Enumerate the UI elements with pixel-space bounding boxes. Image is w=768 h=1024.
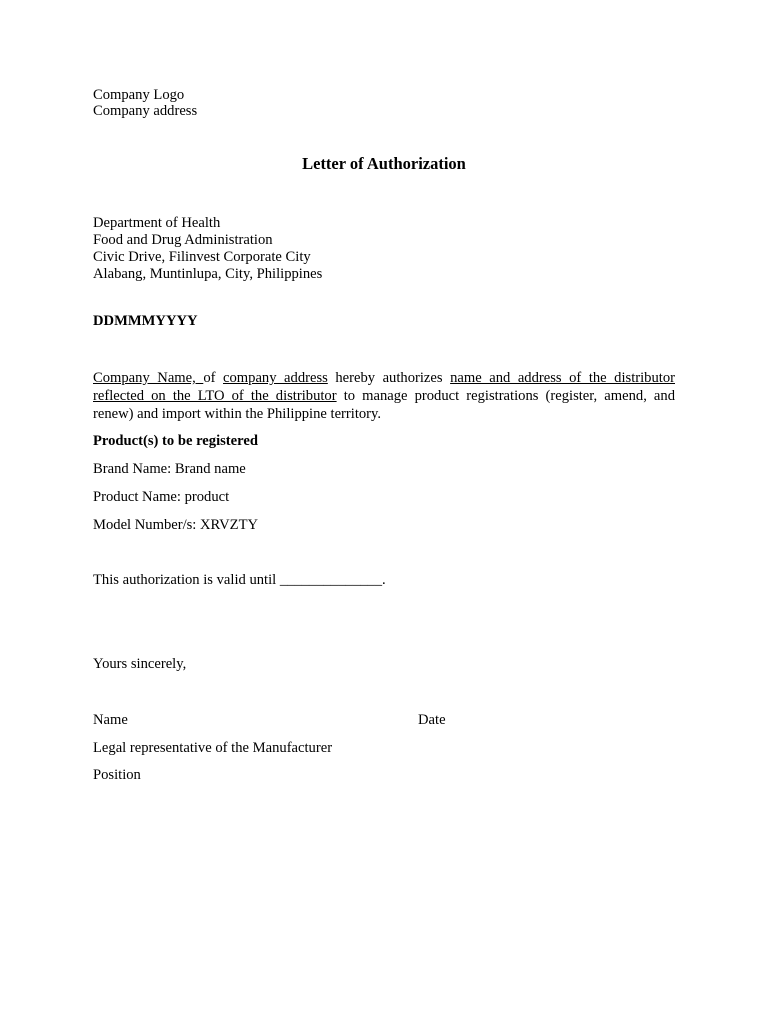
signature-representative: Legal representative of the Manufacturer <box>93 740 333 756</box>
brand-name-line: Brand Name: Brand name <box>93 461 246 477</box>
signature-position: Position <box>93 767 141 783</box>
company-name-field: Company Name, <box>93 370 204 386</box>
paragraph-text: hereby authorizes <box>327 370 451 386</box>
letter-title: Letter of Authorization <box>302 154 466 173</box>
signature-name: Name <box>93 712 128 728</box>
validity-statement: This authorization is valid until ______________. <box>93 572 386 588</box>
distributor-field-part1: name and address of the distributor <box>450 370 675 386</box>
authorization-paragraph <box>93 369 675 423</box>
closing-salutation: Yours sincerely, <box>93 656 187 672</box>
paragraph-row-1 <box>93 369 675 387</box>
model-number-line: Model Number/s: XRVZTY <box>93 517 259 533</box>
recipient-line-2: Food and Drug Administration <box>93 232 273 248</box>
paragraph-text: of <box>203 370 224 386</box>
distributor-field-part2: reflected on the LTO of the distributor <box>93 388 337 404</box>
company-logo-placeholder: Company Logo <box>93 87 185 103</box>
paragraph-row-2 <box>93 387 675 405</box>
date-placeholder: DDMMMYYYY <box>93 313 198 329</box>
company-address-field: company address <box>223 370 328 386</box>
paragraph-row-3: renew) and import within the Philippine territory. <box>93 406 382 422</box>
product-name-line: Product Name: product <box>93 489 230 505</box>
products-heading: Product(s) to be registered <box>93 433 258 449</box>
signature-date: Date <box>418 712 446 728</box>
paragraph-text: to manage product registrations (register, amend, and <box>336 388 676 404</box>
recipient-line-1: Department of Health <box>93 215 221 231</box>
recipient-line-3: Civic Drive, Filinvest Corporate City <box>93 249 311 265</box>
company-address-header: Company address <box>93 103 198 119</box>
recipient-line-4: Alabang, Muntinlupa, City, Philippines <box>93 266 323 282</box>
